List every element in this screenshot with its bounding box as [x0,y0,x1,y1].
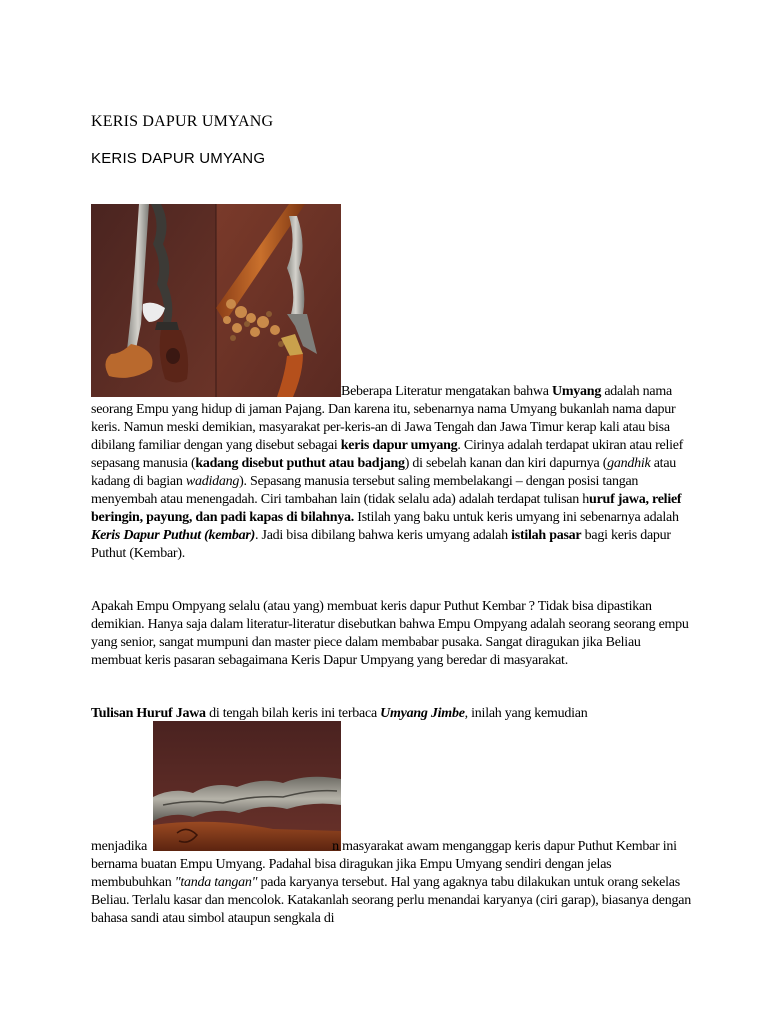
para1-text-7: Istilah yang baku untuk keris umyang ini sebenarnya adalah [354,510,679,525]
paragraph-empu-ompyang: Apakah Empu Ompyang selalu (atau yang) membuat keris dapur Puthut Kembar ? Tidak bisa dipastikan demikian. Hanya saja dalam literatur-literatur disebutkan bahwa Empu Ompyang adalah seorang seorang empu yang senior, sangat mumpuni dan master piece dalam membabar pusaka. Sangat diragukan jika Beliau membuat keris pasaran sebagaimana Keris Dapur Umpyang yang beredar di masyarakat. [91,599,689,668]
keris-photo [91,204,341,397]
page-title: KERIS DAPUR UMYANG [91,113,274,130]
para1-bold-keris-dapur: keris dapur umyang [340,438,458,453]
para1-bolditalic-puthut-kembar: Keris Dapur Puthut (kembar) [91,528,255,543]
para1-bold-huruf-jawa: uruf jawa, relief beringin, payung, dan padi kapas di bilahnya. [91,492,682,525]
page-subtitle: KERIS DAPUR UMYANG [91,150,266,167]
para1-text-3: . Cirinya adalah terdapat ukiran atau relief sepasang manusia ( [91,438,684,471]
para1-text-2: adalah nama seorang Empu yang hidup di jaman Pajang. Dan karena itu, sebenarnya nama Umyang bukanlah nama dapur keris. Namun meski demikian, masyarakat per-keris-an di Jawa Tengah dan Jawa Timur kerap kali atau bisa dibilang familiar dengan yang disebut sebagai [91,384,676,453]
para4-italic-tanda-tangan: "tanda tangan" [174,875,258,890]
para3-text-2: , inilah yang kemudian [464,706,588,721]
para3-bold-tulisan: Tulisan Huruf Jawa [91,706,206,721]
blade-inscription-photo [153,721,341,851]
para4-text-start: menjadika [91,839,148,854]
para3-bolditalic-umyang-jimbe: Umyang Jimbe [380,706,465,721]
para1-text-8: . Jadi bisa dibilang bahwa keris umyang adalah [255,528,512,543]
para4-text-1: n masyarakat awam menganggap keris dapur Puthut Kembar ini bernama buatan Empu Umyang. Padahal bisa diragukan jika Empu Umyang sendiri dengan jelas membubuhkan [91,839,677,890]
para1-italic-wadidang: wadidang [185,474,240,489]
para4-text-2: pada karyanya tersebut. Hal yang agaknya tabu dilakukan untuk orang sekelas Beliau. Terlalu kasar dan mencolok. Katakanlah seorang perlu menandai karyanya (ciri garap), biasanya dengan bahasa sandi atau simbol ataupun sengkala di [91,875,691,926]
para1-text-4: ) di sebelah kanan dan kiri dapurnya ( [404,456,608,471]
para3-text-1: di tengah bilah keris ini terbaca [205,706,381,721]
para1-text-6: ). Sepasang manusia tersebut saling membelakangi – dengan posisi tangan menyembah atau menengadah. Ciri tambahan lain (tidak selalu ada) adalah terdapat tulisan h [91,474,639,507]
para1-bold-umyang: Umyang [552,384,602,399]
para1-text-1: Beberapa Literatur mengatakan bahwa [341,384,553,399]
para1-text-9: bagi keris dapur Puthut (Kembar). [91,528,671,561]
paragraph-menjadikan [91,838,691,928]
para1-italic-gandhik: gandhik [607,456,651,471]
para1-bold-istilah-pasar: istilah pasar [511,528,582,543]
paragraph-intro [91,383,691,563]
para1-bold-puthut: kadang disebut puthut atau badjang [195,456,405,471]
para1-text-5: atau kadang di bagian [91,456,677,489]
